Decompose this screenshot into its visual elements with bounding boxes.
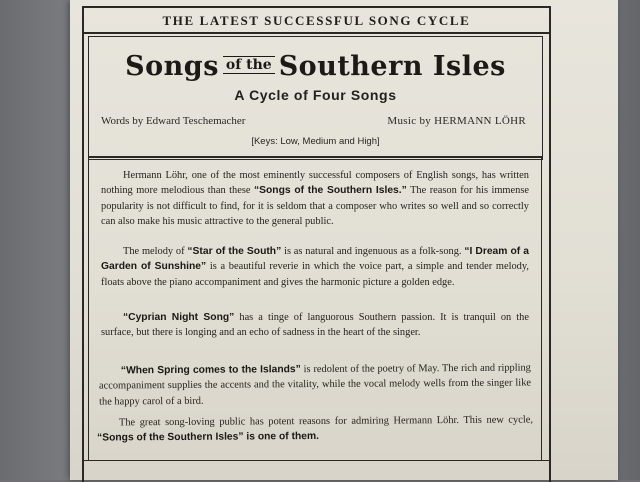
paragraph-4: “When Spring comes to the Islands” is redolent of the poetry of May. The rich and rippling accompaniment supplies the accents and the vitality, while the vocal melody wells from the singer like the happy carol of a bird.	[98, 362, 532, 408]
advertisement-frame	[82, 6, 551, 482]
song-cycle-title	[89, 51, 542, 82]
paragraph-2: The melody of “Star of the South” is as natural and ingenuous as a folk-song. “I Dream of a Garden of Sunshine” is a beautiful reverie in which the voice part, a simple and tender melody, floats above the piano accompaniment and gives the harmonic picture a golden edge.	[101, 246, 530, 288]
title-part2: Southern Isles	[278, 51, 506, 82]
title-part1: Songs	[125, 51, 219, 82]
bottom-rule	[84, 460, 549, 461]
description-box	[88, 156, 542, 461]
paragraph-3: “Cyprian Night Song” has a tinge of languorous Southern passion. It is tranquil on the surface, but there is longing and an echo of sadness in the heart of the singer.	[101, 312, 529, 339]
paragraph-5: The great song-loving public has potent reasons for admiring Hermann Löhr. This new cycle, “Songs of the Southern Isles” is one of them.	[97, 414, 533, 444]
header-banner	[84, 8, 549, 34]
keys-note: [Keys: Low, Medium and High]	[251, 136, 380, 147]
title-connector: of the	[223, 56, 275, 74]
composer-credit: Music by HERMANN LÖHR	[387, 115, 526, 127]
paragraph-1: Hermann Löhr, one of the most eminently successful composers of English songs, has written nothing more melodious than these “Songs of the Southern Isles.” The reason for his immense popularity is not difficult to find, for it is seldom that a composer who writes so well and so correctly can also make his music attractive to the general public.	[101, 170, 529, 227]
banner-text: THE LATEST SUCCESSFUL SONG CYCLE	[162, 13, 471, 28]
lyricist-credit: Words by Edward Teschemacher	[101, 115, 246, 127]
title-box	[88, 36, 543, 160]
background-surface-left	[0, 0, 70, 480]
subtitle: A Cycle of Four Songs	[234, 87, 397, 103]
